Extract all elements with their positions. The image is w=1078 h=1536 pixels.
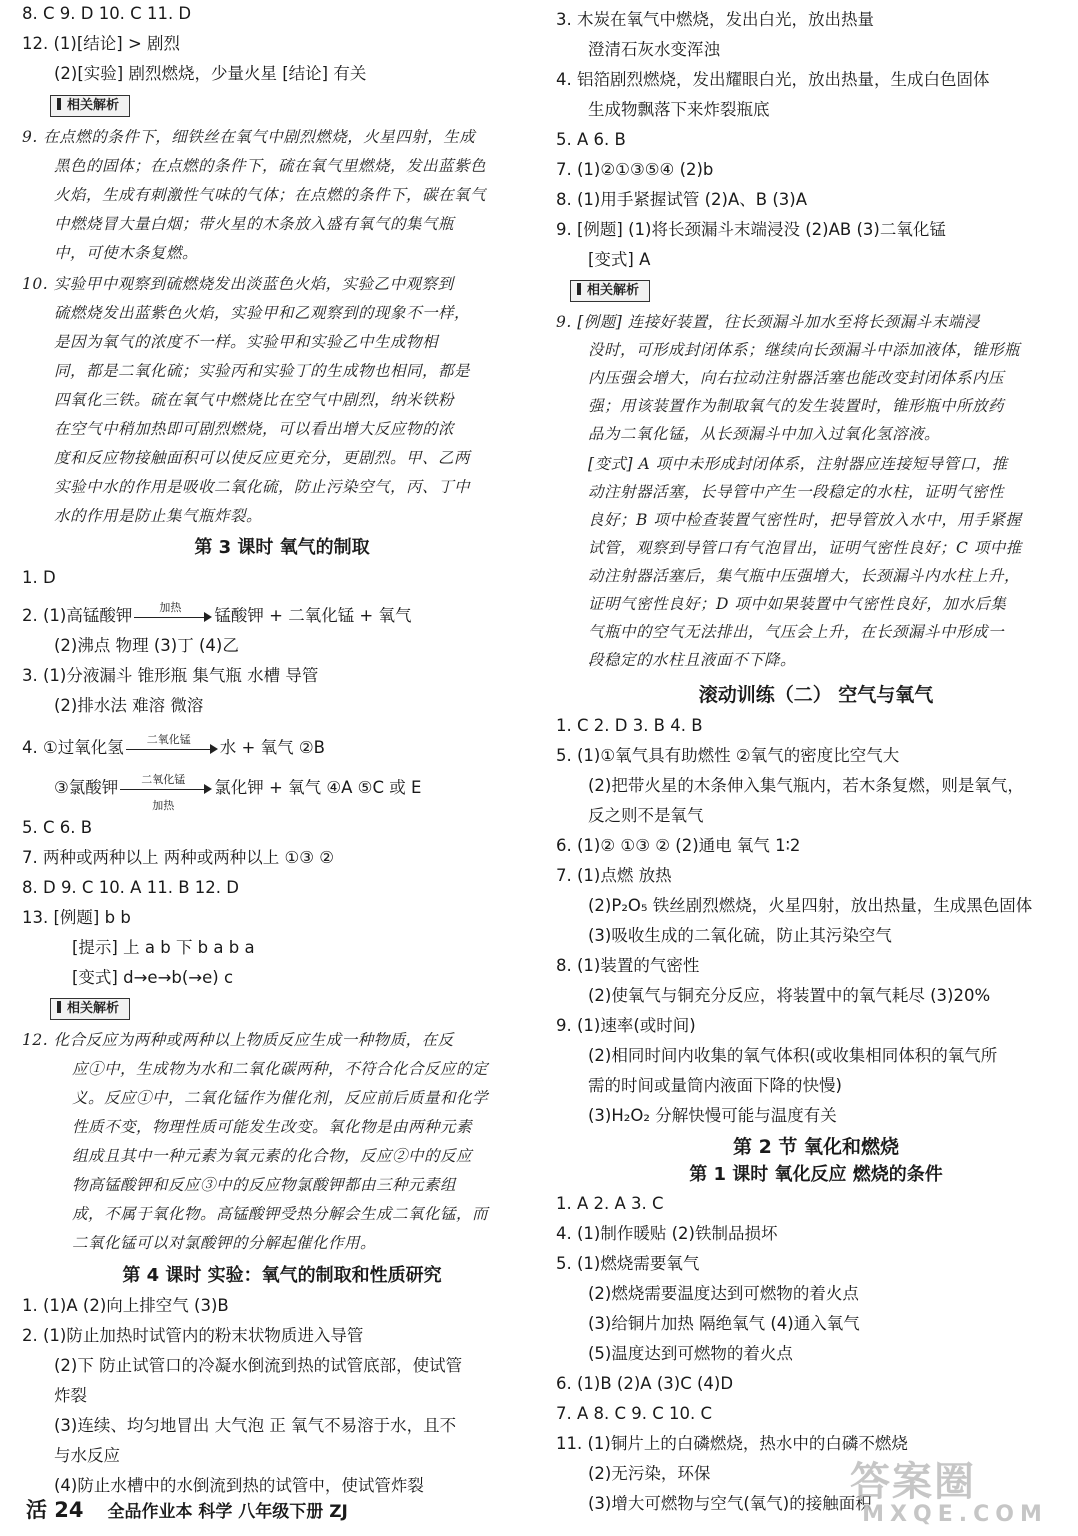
answer-line: (3)连续、均匀地冒出 大气泡 正 氧气不易溶于水，且不	[54, 1416, 457, 1435]
answer-line: 9. [例题] (1)将长颈漏斗末端浸没 (2)AB (3)二氧化锰	[556, 220, 946, 239]
explanation-line: 同，都是二氧化硫；实验丙和实验丁的生成物也相同，都是	[54, 362, 471, 380]
explanation-line: 12. 化合反应为两种或两种以上物质反应生成一种物质，在反	[22, 1031, 454, 1049]
reaction-arrow	[126, 732, 218, 756]
answer-line: (2)[实验] 剧烈燃烧，少量火星 [结论] 有关	[54, 64, 367, 83]
explanation-line: 中燃烧冒大量白烟；带火星的木条放入盛有氧气的集气瓶	[54, 215, 455, 233]
answer-line: 与水反应	[54, 1446, 120, 1465]
answer-line: 4. (1)制作暖贴 (2)铁制品损坏	[556, 1224, 778, 1243]
explanation-line: 9. 在点燃的条件下，细铁丝在氧气中剧烈燃烧，火星四射，生成	[22, 128, 476, 146]
answer-line: 3. 木炭在氧气中燃烧，发出白光，放出热量	[556, 10, 874, 29]
answer-line: (2)沸点 物理 (3)丁 (4)乙	[54, 636, 239, 655]
explanation-line: 二氧化锰可以对氯酸钾的分解起催化作用。	[72, 1234, 377, 1252]
answer-line: (2)下 防止试管口的冷凝水倒流到热的试管底部，使试管	[54, 1356, 463, 1375]
explanation-line: 在空气中稍加热即可剧烈燃烧，可以看出增大反应物的浓	[54, 420, 455, 438]
reaction-arrow	[134, 600, 212, 624]
answer-line: (3)增大可燃物与空气(氧气)的接触面积	[588, 1494, 872, 1513]
answer-line: 生成物飘落下来炸裂瓶底	[588, 100, 770, 119]
explanation-line: 中，可使木条复燃。	[54, 244, 199, 262]
answer-line: [变式] d→e→b(→e) c	[72, 968, 234, 987]
equation-reactant: 2. (1)高锰酸钾	[22, 606, 133, 625]
answer-line: 1. D	[22, 568, 56, 587]
explanation-line: 10. 实验甲中观察到硫燃烧发出淡蓝色火焰，实验乙中观察到	[22, 275, 454, 293]
unit-heading: 滚动训练（二） 空气与氧气	[698, 684, 934, 706]
answer-line: [提示] 上 a b 下 b a b a	[72, 938, 255, 957]
answer-line: (3)H₂O₂ 分解快慢可能与温度有关	[588, 1106, 837, 1125]
answer-line: [变式] A	[588, 250, 651, 269]
explanation-line: 应①中，生成物为水和二氧化碳两种，不符合化合反应的定	[72, 1060, 489, 1078]
answer-line: 8. D 9. C 10. A 11. B 12. D	[22, 878, 239, 897]
answer-line: (3)吸收生成的二氧化硫，防止其污染空气	[588, 926, 892, 945]
equation-product: 水 + 氧气 ②B	[219, 738, 325, 757]
analysis-badge: 相关解析	[570, 280, 650, 302]
answer-line: (2)无污染，环保	[588, 1464, 711, 1483]
reaction-condition: 二氧化锰	[146, 732, 191, 746]
lesson-heading: 第 4 课时 实验：氧气的制取和性质研究	[122, 1265, 442, 1286]
answer-line: (5)温度达到可燃物的着火点	[588, 1344, 793, 1363]
explanation-line: 四氧化三铁。硫在氧气中燃烧比在空气中剧烈，纳米铁粉	[54, 391, 455, 409]
answer-line: 11. (1)铜片上的白磷燃烧，热水中的白磷不燃烧	[556, 1434, 908, 1453]
explanation-line: 品为二氧化锰，从长颈漏斗中加入过氧化氢溶液。	[588, 425, 941, 443]
reaction-condition: 加热	[159, 600, 182, 614]
answer-line: 7. (1)②①③⑤④ (2)b	[556, 160, 714, 179]
answer-line: 7. (1)点燃 放热	[556, 866, 672, 885]
explanation-line: 良好；B 项中检查装置气密性时，把导管放入水中，用手紧握	[588, 511, 1022, 529]
explanation-line: 实验中水的作用是吸收二氧化硫，防止污染空气，丙、丁中	[54, 478, 471, 496]
answer-line: 反之则不是氧气	[588, 806, 704, 825]
explanation-line: 度和反应物接触面积可以使反应更充分，更剧烈。甲、乙两	[54, 449, 471, 467]
explanation-line: 没时，可形成封闭体系；继续向长颈漏斗中添加液体，锥形瓶	[588, 341, 1021, 359]
answer-line: 8. C 9. D 10. C 11. D	[22, 4, 192, 23]
explanation-line: 试管，观察到导管口有气泡冒出，证明气密性良好；C 项中推	[588, 539, 1022, 557]
explanation-line: 火焰，生成有刺激性气味的气体；在点燃的条件下，碳在氧气	[54, 186, 487, 204]
answer-line: 8. (1)用手紧握试管 (2)A、B (3)A	[556, 190, 807, 209]
answer-line: 5. C 6. B	[22, 818, 93, 837]
watermark-url: MXQE.COM	[862, 1502, 1048, 1527]
answer-line: (2)P₂O₅ 铁丝剧烈燃烧，火星四射，放出热量，生成黑色固体	[588, 896, 1033, 915]
lesson-heading: 第 3 课时 氧气的制取	[194, 537, 370, 558]
answer-line: (2)使氧气与铜充分反应，将装置中的氧气耗尽 (3)20%	[588, 986, 991, 1005]
answer-line: 12. (1)[结论] > 剧烈	[22, 34, 181, 53]
equation-product: 锰酸钾 + 二氧化锰 + 氧气	[214, 606, 412, 625]
equation-reactant: ③氯酸钾	[54, 778, 119, 797]
explanation-line: 义。反应①中，二氧化锰作为催化剂，反应前后质量和化学	[72, 1089, 489, 1107]
equation-line	[22, 600, 412, 628]
answer-line: 需的时间或量筒内液面下降的快慢)	[588, 1076, 842, 1095]
explanation-line: 组成且其中一种元素为氧元素的化合物，反应②中的反应	[72, 1147, 473, 1165]
page-footer	[26, 1494, 348, 1524]
answer-line: 澄清石灰水变浑浊	[588, 40, 720, 59]
section-heading: 第 2 节 氧化和燃烧	[732, 1136, 900, 1158]
book-title: 全品作业本 科学 八年级下册 ZJ	[107, 1502, 348, 1522]
answer-line: 6. (1)B (2)A (3)C (4)D	[556, 1374, 734, 1393]
answer-line: 4. 铝箔剧烈燃烧，发出耀眼白光，放出热量，生成白色固体	[556, 70, 990, 89]
analysis-badge: 相关解析	[50, 95, 130, 117]
answer-line: 5. (1)燃烧需要氧气	[556, 1254, 700, 1273]
answer-line: 1. A 2. A 3. C	[556, 1194, 664, 1213]
explanation-line: 9. [例题] 连接好装置，往长颈漏斗加水至将长颈漏斗末端浸	[556, 313, 980, 331]
answer-line: 1. (1)A (2)向上排空气 (3)B	[22, 1296, 229, 1315]
explanation-line: 成，不属于氧化物。高锰酸钾受热分解会生成二氧化锰，而	[72, 1205, 489, 1223]
answer-line: 3. (1)分液漏斗 锥形瓶 集气瓶 水槽 导管	[22, 666, 319, 685]
explanation-line: 黑色的固体；在点燃的条件下，硫在氧气里燃烧，发出蓝紫色	[54, 157, 487, 175]
lesson-heading: 第 1 课时 氧化反应 燃烧的条件	[689, 1164, 943, 1185]
explanation-line: 性质不变，物理性质可能发生改变。氧化物是由两种元素	[72, 1118, 473, 1136]
equation-product: 氯化钾 + 氧气 ④A ⑤C 或 E	[214, 778, 422, 797]
watermark-text: 答案圈	[850, 1459, 976, 1505]
equation-line	[54, 772, 422, 812]
answer-line: 13. [例题] b b	[22, 908, 131, 927]
answer-line: (2)排水法 难溶 微溶	[54, 696, 204, 715]
explanation-line: 水的作用是防止集气瓶炸裂。	[54, 507, 263, 525]
answer-line: (2)把带火星的木条伸入集气瓶内，若木条复燃，则是氧气，	[588, 776, 1024, 795]
answer-line: (2)燃烧需要温度达到可燃物的着火点	[588, 1284, 859, 1303]
explanation-line: [变式] A 项中未形成封闭体系，注射器应连接短导管口，推	[588, 455, 1008, 473]
answer-line: 6. (1)② ①③ ② (2)通电 氧气 1∶2	[556, 836, 801, 855]
reaction-condition: 二氧化锰	[141, 772, 186, 786]
explanation-line: 段稳定的水柱且液面不下降。	[588, 651, 797, 669]
answer-line: (3)给铜片加热 隔绝氧气 (4)通入氧气	[588, 1314, 860, 1333]
explanation-line: 是因为氧气的浓度不一样。实验甲和实验乙中生成物相	[54, 333, 439, 351]
answer-line: 2. (1)防止加热时试管内的粉末状物质进入导管	[22, 1326, 364, 1345]
reaction-condition: 加热	[152, 798, 175, 812]
answer-line: 1. C 2. D 3. B 4. B	[556, 716, 703, 735]
answer-line: (2)相同时间内收集的氧气体积(或收集相同体积的氧气所	[588, 1046, 998, 1065]
answer-line: 9. (1)速率(或时间)	[556, 1016, 696, 1035]
answer-line: 5. (1)①氧气具有助燃性 ②氧气的密度比空气大	[556, 746, 900, 765]
page-number: 活 24	[26, 1498, 84, 1522]
answer-line: 7. 两种或两种以上 两种或两种以上 ①③ ②	[22, 848, 335, 867]
answer-line: 炸裂	[54, 1386, 87, 1405]
equation-reactant: 4. ①过氧化氢	[22, 738, 124, 757]
explanation-line: 强；用该装置作为制取氧气的发生装置时，锥形瓶中所放药	[588, 397, 1005, 415]
explanation-line: 内压强会增大，向右拉动注射器活塞也能改变封闭体系内压	[588, 369, 1005, 387]
answer-line: 8. (1)装置的气密性	[556, 956, 700, 975]
explanation-line: 气瓶中的空气无法排出，气压会上升，在长颈漏斗中形成一	[588, 623, 1005, 641]
answer-line: 7. A 8. C 9. C 10. C	[556, 1404, 713, 1423]
watermark-logo	[850, 1459, 1060, 1532]
explanation-line: 证明气密性良好；D 项中如果装置中气密性良好，加水后集	[588, 595, 1007, 613]
explanation-line: 物高锰酸钾和反应③中的反应物氯酸钾都由三种元素组	[72, 1176, 457, 1194]
answer-line: (4)防止水槽中的水倒流到热的试管中，使试管炸裂	[54, 1476, 424, 1495]
explanation-line: 动注射器活塞后，集气瓶中压强增大，长颈漏斗内水柱上升，	[588, 567, 1021, 585]
equation-line	[22, 732, 325, 760]
analysis-badge: 相关解析	[50, 998, 130, 1020]
explanation-line: 动注射器活塞，长导管中产生一段稳定的水柱，证明气密性	[588, 483, 1005, 501]
reaction-arrow	[120, 772, 212, 812]
explanation-line: 硫燃烧发出蓝紫色火焰，实验甲和乙观察到的现象不一样，	[54, 304, 471, 322]
answer-line: 5. A 6. B	[556, 130, 626, 149]
